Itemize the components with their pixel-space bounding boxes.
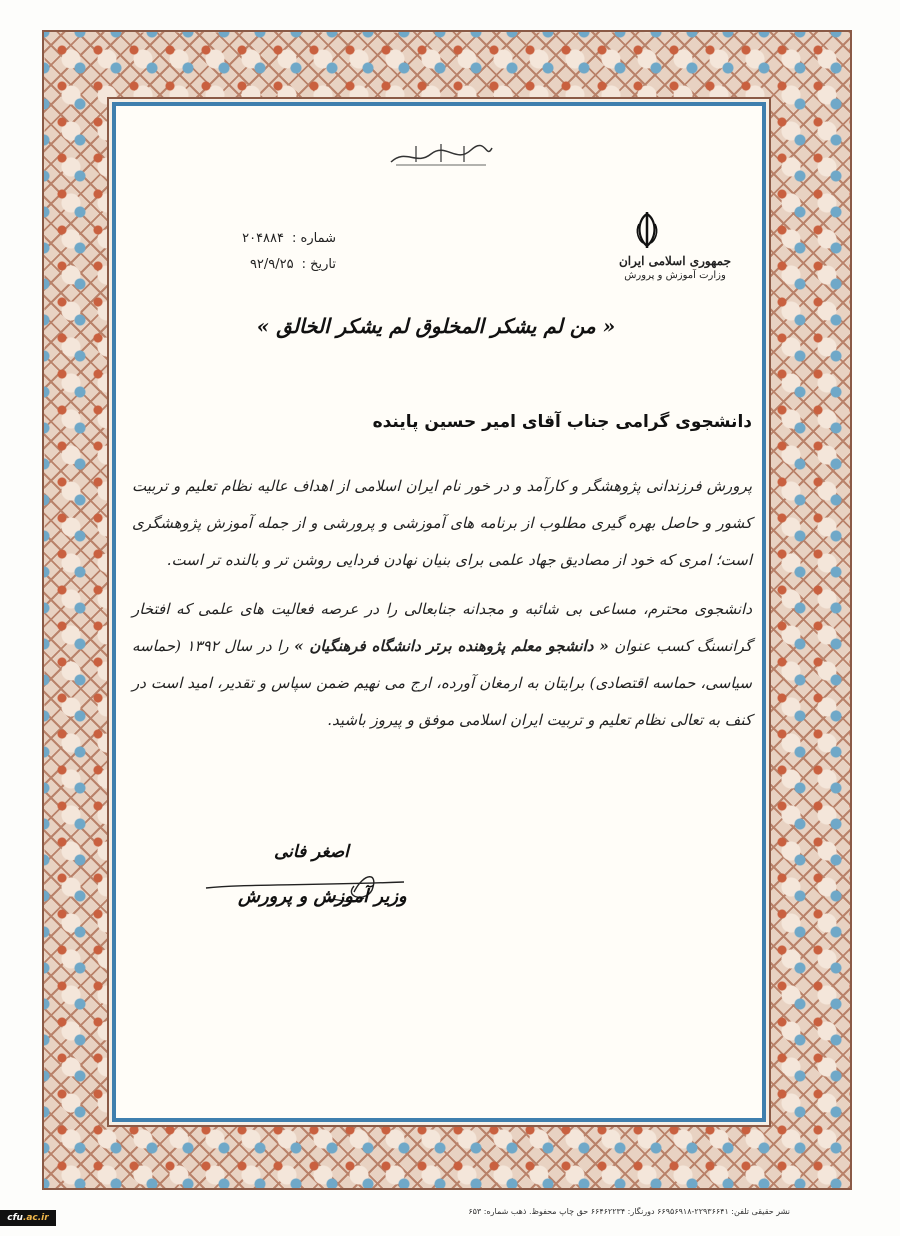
- certificate-content: [116, 106, 762, 1118]
- salutation: دانشجوی گرامی جناب آقای امیر حسین پاینده: [372, 412, 752, 432]
- reference-block: [196, 226, 336, 278]
- badge-tld: .ac.ir: [22, 1213, 49, 1223]
- date-label: تاریخ :: [301, 257, 336, 272]
- ministry-name: وزارت آموزش و پرورش: [624, 270, 726, 281]
- number-label: شماره :: [292, 231, 336, 246]
- basmala-calligraphy-icon: [386, 140, 496, 170]
- printer-footer: نشر حقیقی تلفن: ۲۲۹۳۶۶۴۱-۶۶۹۵۶۹۱۸ دورنگار: ۶۶۴۶۲۲۳۴ حق چاپ محفوظ. ذهب شماره: ۶۵۳: [468, 1207, 790, 1216]
- paragraph-1: پرورش فرزندانی پژوهشگر و کارآمد و در خور نام ایران اسلامی از اهداف عالیه نظام تعلیم و تربیت کشور و حاصل بهره گیری مطلوب از برنامه های آموزشی و پرورشی و از جمله آموزش پژوهشگری است؛ امری که خود از مصادیق جهاد علمی برای بنیان نهادن فردایی روشن تر و بالنده تر است.: [132, 477, 752, 569]
- paragraph-2-end: را در سال ۱۳۹۲ (حماسه سیاسی، حماسه اقتصادی) برایتان به ارمغان آورده، ارج می نهیم ضمن سپاس و تقدیر، امید است در کنف به تعالی نظام تعلیم و تربیت ایران اسلامی موفق و پیروز باشید.: [132, 637, 752, 729]
- paragraph-2-start: دانشجوی محترم، مساعی بی شائبه و مجدانه جنابعالی را در عرصه فعالیت های علمی که افتخار گرانسنگ کسب عنوان: [132, 600, 752, 655]
- date-row: [196, 252, 336, 278]
- iran-emblem-icon: [629, 210, 665, 250]
- number-value: ۲۰۴۸۸۴: [242, 231, 285, 246]
- date-value: ۹۲/۹/۲۵: [249, 257, 294, 272]
- paragraph-2: [132, 591, 752, 739]
- ministry-heading: [600, 254, 750, 281]
- cfu-watermark-badge: [0, 1210, 56, 1226]
- badge-name: cfu: [7, 1213, 23, 1223]
- certificate-body: [132, 468, 752, 739]
- signatory-title: وزیر آموزش و پرورش: [238, 886, 407, 907]
- country-name: جمهوری اسلامی ایران: [618, 254, 732, 268]
- motto: « من لم یشکر المخلوق لم یشکر الخالق »: [256, 314, 616, 338]
- signatory-name: اصغر فانی: [274, 842, 349, 862]
- award-title: « دانشجو معلم پژوهنده برتر دانشگاه فرهنگیان »: [294, 637, 609, 655]
- number-row: [196, 226, 336, 252]
